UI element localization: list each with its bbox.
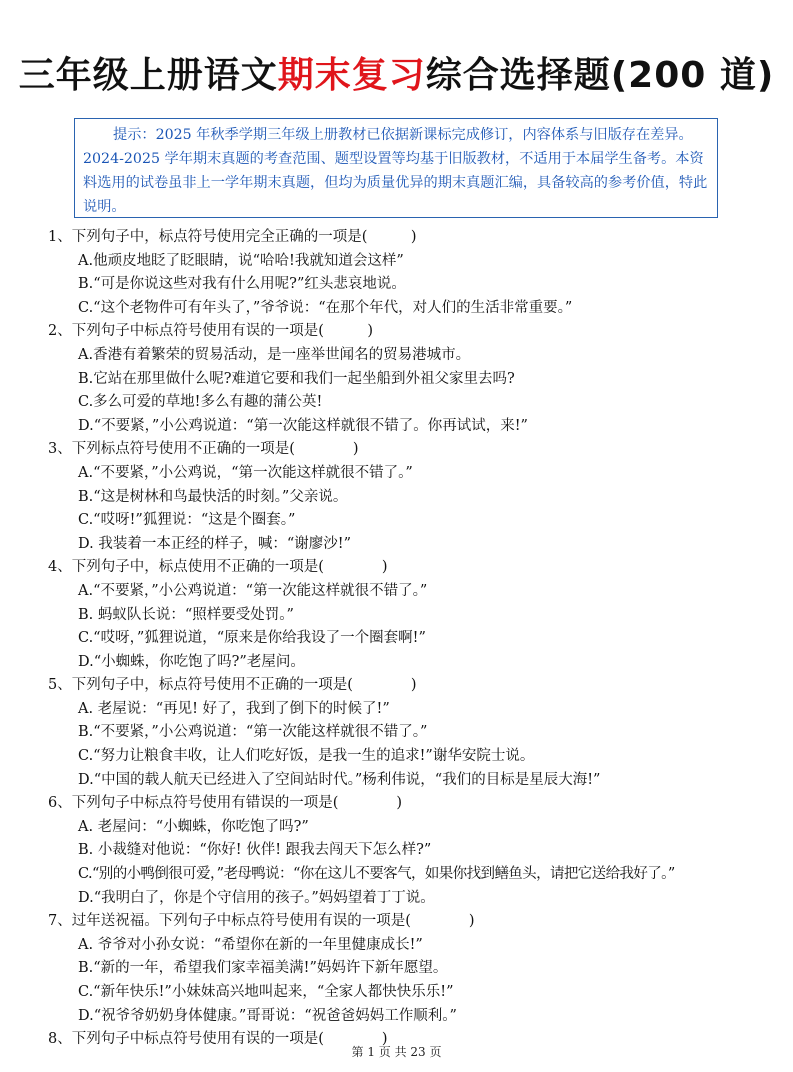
question-3-stem: 3、下列标点符号使用不正确的一项是( ) (48, 441, 359, 458)
question-7-stem: 7、过年送祝福。下列句子中标点符号使用有误的一项是( ) (48, 913, 475, 930)
question-4-option-a: A.“不要紧，”小公鸡说道：“第一次能这样就很不错了。” (78, 582, 428, 599)
question-7-option-c: C.“新年快乐!”小妹妹高兴地叫起来，“全家人都快快乐乐!” (78, 984, 454, 1000)
question-7-option-d: D.“祝爷爷奶奶身体健康。”哥哥说：“祝爸爸妈妈工作顺利。” (78, 1007, 457, 1024)
question-5-option-b: B.“不要紧，”小公鸡说道：“第一次能这样就很不错了。” (78, 724, 428, 741)
question-6-option-a: A. 老屋问：“小蜘蛛，你吃饱了吗?” (78, 818, 309, 835)
question-3-option-b: B.“这是树林和鸟最快活的时刻。”父亲说。 (78, 488, 348, 505)
question-6-option-b: B. 小裁缝对他说：“你好! 伙伴! 跟我去闯天下怎么样?” (78, 842, 432, 859)
question-7-option-b: B.“新的一年，希望我们家幸福美满!”妈妈许下新年愿望。 (78, 960, 448, 977)
question-5-option-c: C.“努力让粮食丰收，让人们吃好饭，是我一生的追求!”谢华安院士说。 (78, 748, 535, 765)
page-number: 第 1 页 共 23 页 (351, 1045, 442, 1059)
question-6-option-c: C.“别的小鸭倒很可爱，”老母鸭说：“你在这儿不要客气，如果你找到鳝鱼头，请把它送给我好了。” (78, 866, 675, 883)
question-6-option-d: D.“我明白了，你是个守信用的孩子。”妈妈望着丁丁说。 (78, 889, 435, 906)
question-2-option-a: A.香港有着繁荣的贸易活动，是一座举世闻名的贸易港城市。 (78, 346, 471, 363)
question-2-stem: 2、下列句子中标点符号使用有误的一项是( ) (48, 323, 374, 340)
question-2-option-d: D.“不要紧，”小公鸡说道：“第一次能这样就很不错了。你再试试，来!” (78, 417, 528, 434)
question-4-stem: 4、下列句子中，标点使用不正确的一项是( ) (48, 559, 388, 576)
question-3-option-c: C.“哎呀!”狐狸说：“这是个圈套。” (78, 512, 296, 529)
question-3-option-d: D. 我装着一本正经的样子，喊：“谢廖沙!” (78, 535, 351, 552)
notice-box (74, 118, 718, 218)
question-5-option-a: A. 老屋说：“再见! 好了，我到了倒下的时候了!” (78, 700, 390, 717)
question-5-option-d: D.“中国的载人航天已经进入了空间站时代。”杨利伟说，“我们的目标是星辰大海!” (78, 771, 601, 788)
question-5-stem: 5、下列句子中，标点符号使用不正确的一项是( ) (48, 677, 417, 694)
question-4-option-c: C.“哎呀，”狐狸说道，“原来是你给我设了一个圈套啊!” (78, 630, 426, 647)
title-part1: 三年级上册语文 (18, 55, 278, 96)
question-4-option-b: B. 蚂蚁队长说：“照样要受处罚。” (78, 606, 294, 623)
question-3-option-a: A.“不要紧，”小公鸡说，“第一次能这样就很不错了。” (78, 464, 413, 481)
document-title (0, 54, 793, 98)
title-highlight: 期末复习 (277, 55, 426, 96)
question-4-option-d: D.“小蜘蛛，你吃饱了吗?”老屋问。 (78, 653, 305, 670)
question-1-option-b: B.“可是你说这些对我有什么用呢?”红头悲哀地说。 (78, 276, 406, 293)
title-part2: 综合选择题(200 道) (425, 55, 775, 96)
question-list (48, 226, 778, 1052)
question-7-option-a: A. 爷爷对小孙女说：“希望你在新的一年里健康成长!” (78, 936, 423, 953)
question-1-option-c: C.“这个老物件可有年头了，”爷爷说：“在那个年代，对人们的生活非常重要。” (78, 299, 573, 316)
notice-text: 提示：2025 年秋季学期三年级上册教材已依据新课标完成修订，内容体系与旧版存在差异。2024-2025 学年期末真题的考查范围、题型设置等均基于旧版教材，不适用于本届学生备考。本资料选用的试卷虽非上一学年期末真题，但均为质量优异的期末真题汇编，具备较高的参考价值，特此说明。 (83, 127, 708, 215)
question-2-option-b: B.它站在那里做什么呢?难道它要和我们一起坐船到外祖父家里去吗? (78, 370, 515, 387)
question-8-stem: 8、下列句子中标点符号使用有误的一项是( ) (48, 1031, 388, 1048)
question-2-option-c: C.多么可爱的草地!多么有趣的蒲公英! (78, 394, 323, 411)
question-1-stem: 1、下列句子中，标点符号使用完全正确的一项是( ) (48, 229, 417, 245)
question-6-stem: 6、下列句子中标点符号使用有错误的一项是( ) (48, 795, 403, 812)
question-1-option-a: A.他顽皮地眨了眨眼睛，说“哈哈!我就知道会这样” (78, 252, 404, 269)
